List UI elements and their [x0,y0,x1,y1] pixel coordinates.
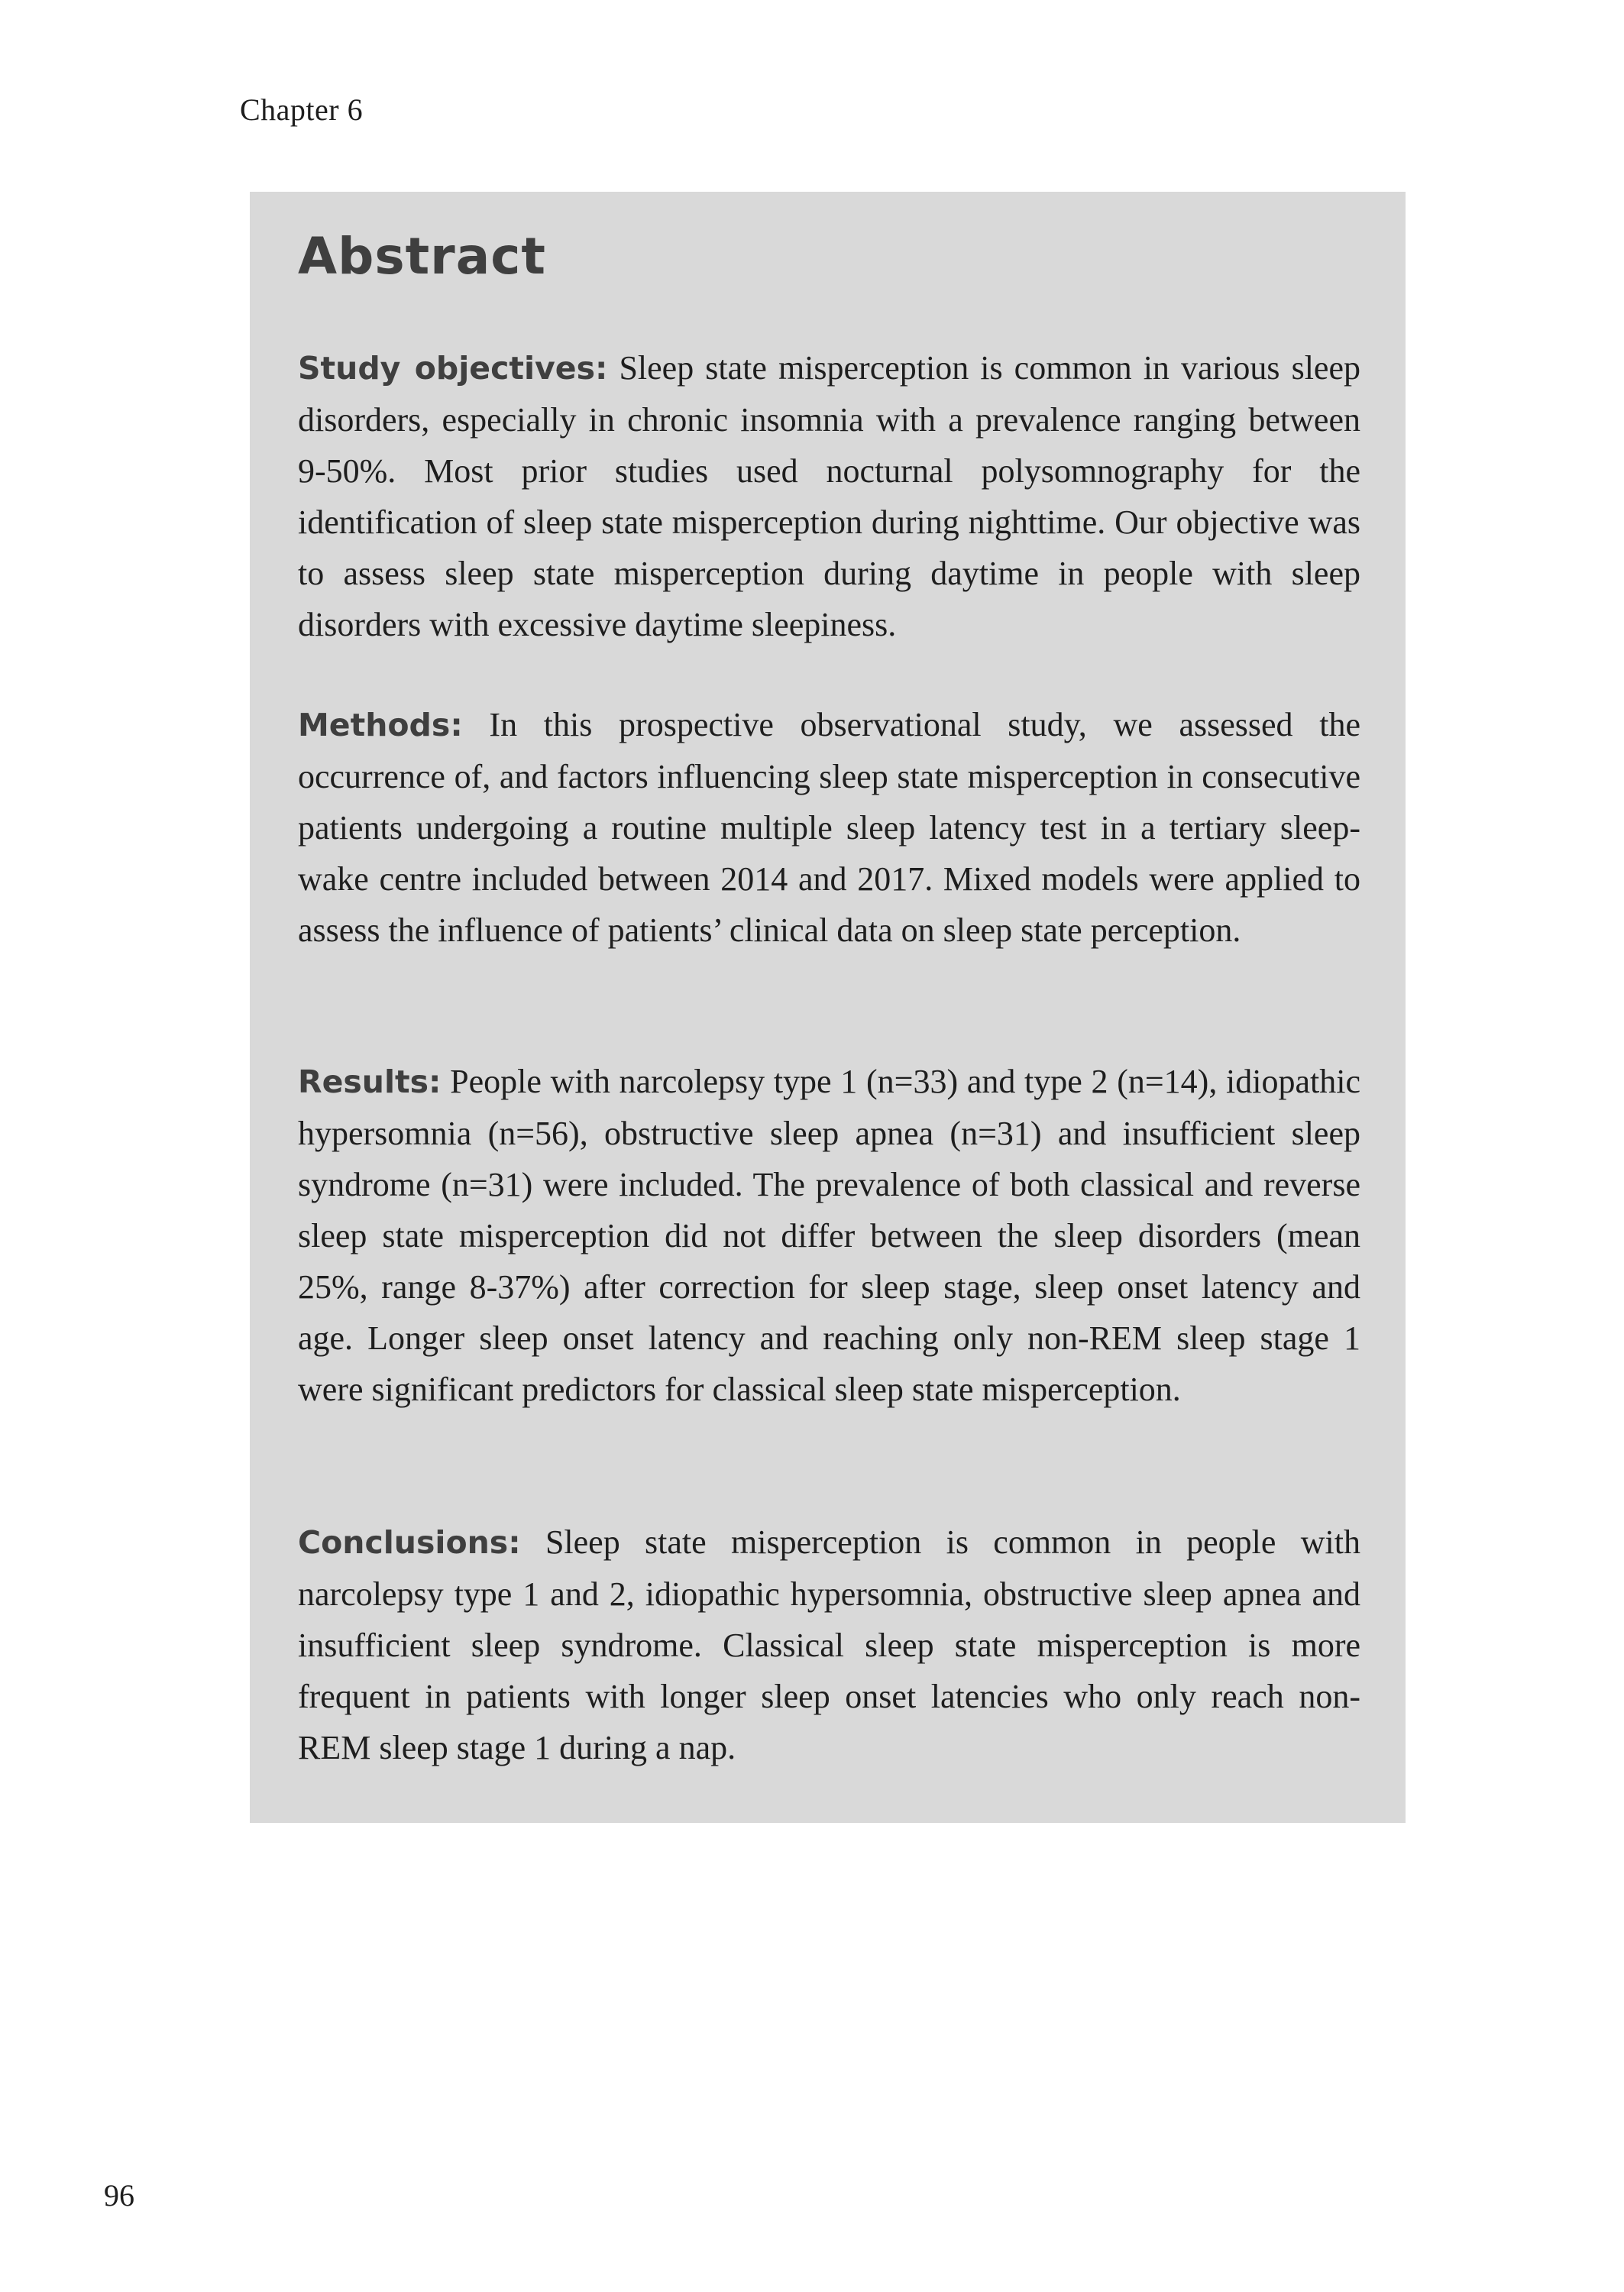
section-label: Conclusions: [298,1524,521,1561]
section-text: Sleep state misperception is common in people with narcolepsy type 1 and 2, idiopathic hypersomnia, obstructive sleep apnea and insufficient sleep syndrome. Classical sleep state misperception is more frequent in patients with longer sleep onset latencies who only reach non-REM sleep stage 1 during a nap. [298,1523,1360,1766]
section-label: Study objectives: [298,350,608,387]
section-label: Methods: [298,707,463,743]
abstract-section-study-objectives [298,342,1360,650]
abstract-box [250,192,1406,1823]
abstract-section-methods [298,699,1360,956]
section-text: Sleep state misperception is common in various sleep disorders, especially in chronic insomnia with a prevalence ranging between 9-50%. Most prior studies used nocturnal polysomnography for the identification of sleep state misperception during nighttime. Our objective was to assess sleep state misperception during daytime in people with sleep disorders with excessive daytime sleepiness. [298,349,1360,643]
chapter-header: Chapter 6 [240,92,364,127]
section-text: In this prospective observational study, we assessed the occurrence of, and factors influencing sleep state misperception in consecutive patients undergoing a routine multiple sleep latency test in a tertiary sleep-wake centre included between 2014 and 2017. Mixed models were applied to assess the influence of patients’ clinical data on sleep state perception. [298,706,1361,949]
section-text: People with narcolepsy type 1 (n=33) and type 2 (n=14), idiopathic hypersomnia (n=56), obstructive sleep apnea (n=31) and insufficient sleep syndrome (n=31) were included. The prevalence of both classical and reverse sleep state misperception did not differ between the sleep disorders (mean 25%, range 8-37%) after correction for sleep stage, sleep onset latency and age. Longer sleep onset latency and reaching only non-REM sleep stage 1 were significant predictors for classical sleep state misperception. [298,1063,1361,1408]
abstract-section-conclusions [298,1517,1360,1773]
page-number: 96 [104,2178,134,2213]
section-label: Results: [298,1063,442,1100]
abstract-title: Abstract [298,227,546,286]
abstract-section-results [298,1056,1360,1415]
